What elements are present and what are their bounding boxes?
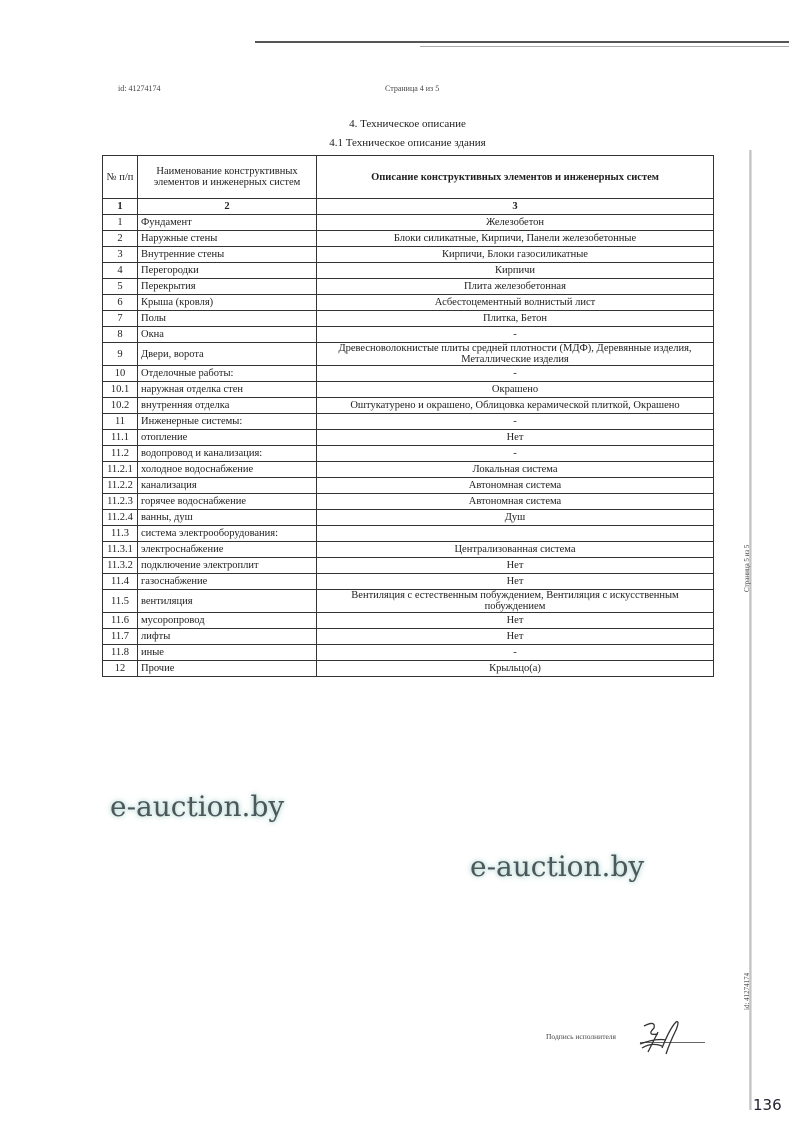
watermark: e-auction.by xyxy=(470,850,645,883)
row-number: 6 xyxy=(103,295,138,311)
row-number: 8 xyxy=(103,327,138,343)
row-number: 11.7 xyxy=(103,629,138,645)
table-row xyxy=(103,295,714,311)
row-name: вентиляция xyxy=(138,590,317,613)
column-number-row xyxy=(103,199,714,215)
row-description: - xyxy=(317,327,714,343)
table-row xyxy=(103,382,714,398)
table-row xyxy=(103,494,714,510)
row-description: Автономная система xyxy=(317,494,714,510)
row-number: 11 xyxy=(103,414,138,430)
watermark: e-auction.by xyxy=(110,790,285,823)
table-row xyxy=(103,231,714,247)
signature-icon xyxy=(636,1018,686,1058)
row-description: Кирпичи, Блоки газосиликатные xyxy=(317,247,714,263)
row-number: 11.3 xyxy=(103,526,138,542)
row-name: горячее водоснабжение xyxy=(138,494,317,510)
table-row xyxy=(103,558,714,574)
table-row xyxy=(103,263,714,279)
section-title: 4. Техническое описание xyxy=(349,118,466,130)
row-name: мусоропровод xyxy=(138,613,317,629)
row-number: 10.2 xyxy=(103,398,138,414)
row-number: 11.3.1 xyxy=(103,542,138,558)
table-row xyxy=(103,590,714,613)
table-row xyxy=(103,478,714,494)
table-row xyxy=(103,366,714,382)
signature-label: Подпись исполнителя xyxy=(546,1032,616,1041)
table-row xyxy=(103,414,714,430)
row-name: Окна xyxy=(138,327,317,343)
row-name: внутренняя отделка xyxy=(138,398,317,414)
page-edge-shadow xyxy=(749,150,752,1110)
row-description: - xyxy=(317,414,714,430)
table-row xyxy=(103,446,714,462)
row-description: Плитка, Бетон xyxy=(317,311,714,327)
table-row xyxy=(103,510,714,526)
header-name: Наименование конструктивных элементов и инженерных систем xyxy=(138,156,317,199)
column-number: 3 xyxy=(317,199,714,215)
row-description: - xyxy=(317,645,714,661)
row-description: Древесноволокнистые плиты средней плотности (МДФ), Деревянные изделия, Металлические изделия xyxy=(317,343,714,366)
row-description: - xyxy=(317,446,714,462)
row-number: 11.2.3 xyxy=(103,494,138,510)
row-description: Локальная система xyxy=(317,462,714,478)
row-name: Наружные стены xyxy=(138,231,317,247)
table-row xyxy=(103,574,714,590)
table-row xyxy=(103,398,714,414)
row-description: Централизованная система xyxy=(317,542,714,558)
row-description: Плита железобетонная xyxy=(317,279,714,295)
row-number: 2 xyxy=(103,231,138,247)
row-description: Душ xyxy=(317,510,714,526)
row-number: 10.1 xyxy=(103,382,138,398)
row-number: 11.3.2 xyxy=(103,558,138,574)
row-description: Автономная система xyxy=(317,478,714,494)
row-name: Отделочные работы: xyxy=(138,366,317,382)
row-name: электроснабжение xyxy=(138,542,317,558)
column-number: 2 xyxy=(138,199,317,215)
row-description: Нет xyxy=(317,430,714,446)
row-number: 11.6 xyxy=(103,613,138,629)
subsection-title: 4.1 Техническое описание здания xyxy=(329,137,486,149)
row-number: 11.4 xyxy=(103,574,138,590)
table-row xyxy=(103,526,714,542)
row-number: 4 xyxy=(103,263,138,279)
table-row xyxy=(103,247,714,263)
row-name: Крыша (кровля) xyxy=(138,295,317,311)
row-number: 7 xyxy=(103,311,138,327)
row-name: Фундамент xyxy=(138,215,317,231)
row-number: 11.2 xyxy=(103,446,138,462)
row-description: Асбестоцементный волнистый лист xyxy=(317,295,714,311)
row-name: водопровод и канализация: xyxy=(138,446,317,462)
row-name: иные xyxy=(138,645,317,661)
row-name: Инженерные системы: xyxy=(138,414,317,430)
table-header-row xyxy=(103,156,714,199)
row-number: 11.2.4 xyxy=(103,510,138,526)
table-row xyxy=(103,279,714,295)
column-number: 1 xyxy=(103,199,138,215)
row-name: Внутренние стены xyxy=(138,247,317,263)
table-row xyxy=(103,629,714,645)
row-description: Нет xyxy=(317,613,714,629)
row-number: 11.2.2 xyxy=(103,478,138,494)
row-number: 5 xyxy=(103,279,138,295)
row-name: отопление xyxy=(138,430,317,446)
row-number: 11.8 xyxy=(103,645,138,661)
table-row xyxy=(103,343,714,366)
row-description: Вентиляция с естественным побуждением, Вентиляция с искусственным побуждением xyxy=(317,590,714,613)
row-name: газоснабжение xyxy=(138,574,317,590)
table-row xyxy=(103,327,714,343)
row-name: холодное водоснабжение xyxy=(138,462,317,478)
table-row xyxy=(103,462,714,478)
side-page-indicator: Страница 5 из 5 xyxy=(743,544,751,592)
row-number: 11.5 xyxy=(103,590,138,613)
technical-description-table xyxy=(102,155,714,677)
row-name: Двери, ворота xyxy=(138,343,317,366)
side-doc-id: id: 41274174 xyxy=(743,972,751,1010)
table-row xyxy=(103,430,714,446)
row-name: Полы xyxy=(138,311,317,327)
header-number: № п/п xyxy=(103,156,138,199)
row-number: 11.1 xyxy=(103,430,138,446)
row-name: наружная отделка стен xyxy=(138,382,317,398)
table-row xyxy=(103,661,714,677)
row-name: ванны, душ xyxy=(138,510,317,526)
row-name: Перекрытия xyxy=(138,279,317,295)
row-description: Оштукатурено и окрашено, Облицовка керамической плиткой, Окрашено xyxy=(317,398,714,414)
row-number: 12 xyxy=(103,661,138,677)
row-description: Крыльцо(а) xyxy=(317,661,714,677)
row-name: подключение электроплит xyxy=(138,558,317,574)
row-number: 1 xyxy=(103,215,138,231)
row-description: Нет xyxy=(317,574,714,590)
row-name: лифты xyxy=(138,629,317,645)
row-name: канализация xyxy=(138,478,317,494)
row-number: 9 xyxy=(103,343,138,366)
row-description: Нет xyxy=(317,629,714,645)
row-number: 10 xyxy=(103,366,138,382)
row-number: 11.2.1 xyxy=(103,462,138,478)
header-description: Описание конструктивных элементов и инженерных систем xyxy=(317,156,714,199)
table-row xyxy=(103,645,714,661)
row-name: Прочие xyxy=(138,661,317,677)
row-name: система электрооборудования: xyxy=(138,526,317,542)
table-row xyxy=(103,613,714,629)
row-description: Нет xyxy=(317,558,714,574)
table-row xyxy=(103,311,714,327)
row-description: Окрашено xyxy=(317,382,714,398)
scan-edge-line xyxy=(255,41,789,43)
row-description xyxy=(317,526,714,542)
row-description: Кирпичи xyxy=(317,263,714,279)
page-indicator: Страница 4 из 5 xyxy=(385,84,440,93)
row-name: Перегородки xyxy=(138,263,317,279)
row-description: - xyxy=(317,366,714,382)
row-number: 3 xyxy=(103,247,138,263)
row-description: Блоки силикатные, Кирпичи, Панели железобетонные xyxy=(317,231,714,247)
table-row xyxy=(103,215,714,231)
doc-id: id: 41274174 xyxy=(118,84,161,93)
row-description: Железобетон xyxy=(317,215,714,231)
table-row xyxy=(103,542,714,558)
handwritten-page-number: 136 xyxy=(753,1096,782,1114)
scan-edge-line xyxy=(420,46,789,47)
